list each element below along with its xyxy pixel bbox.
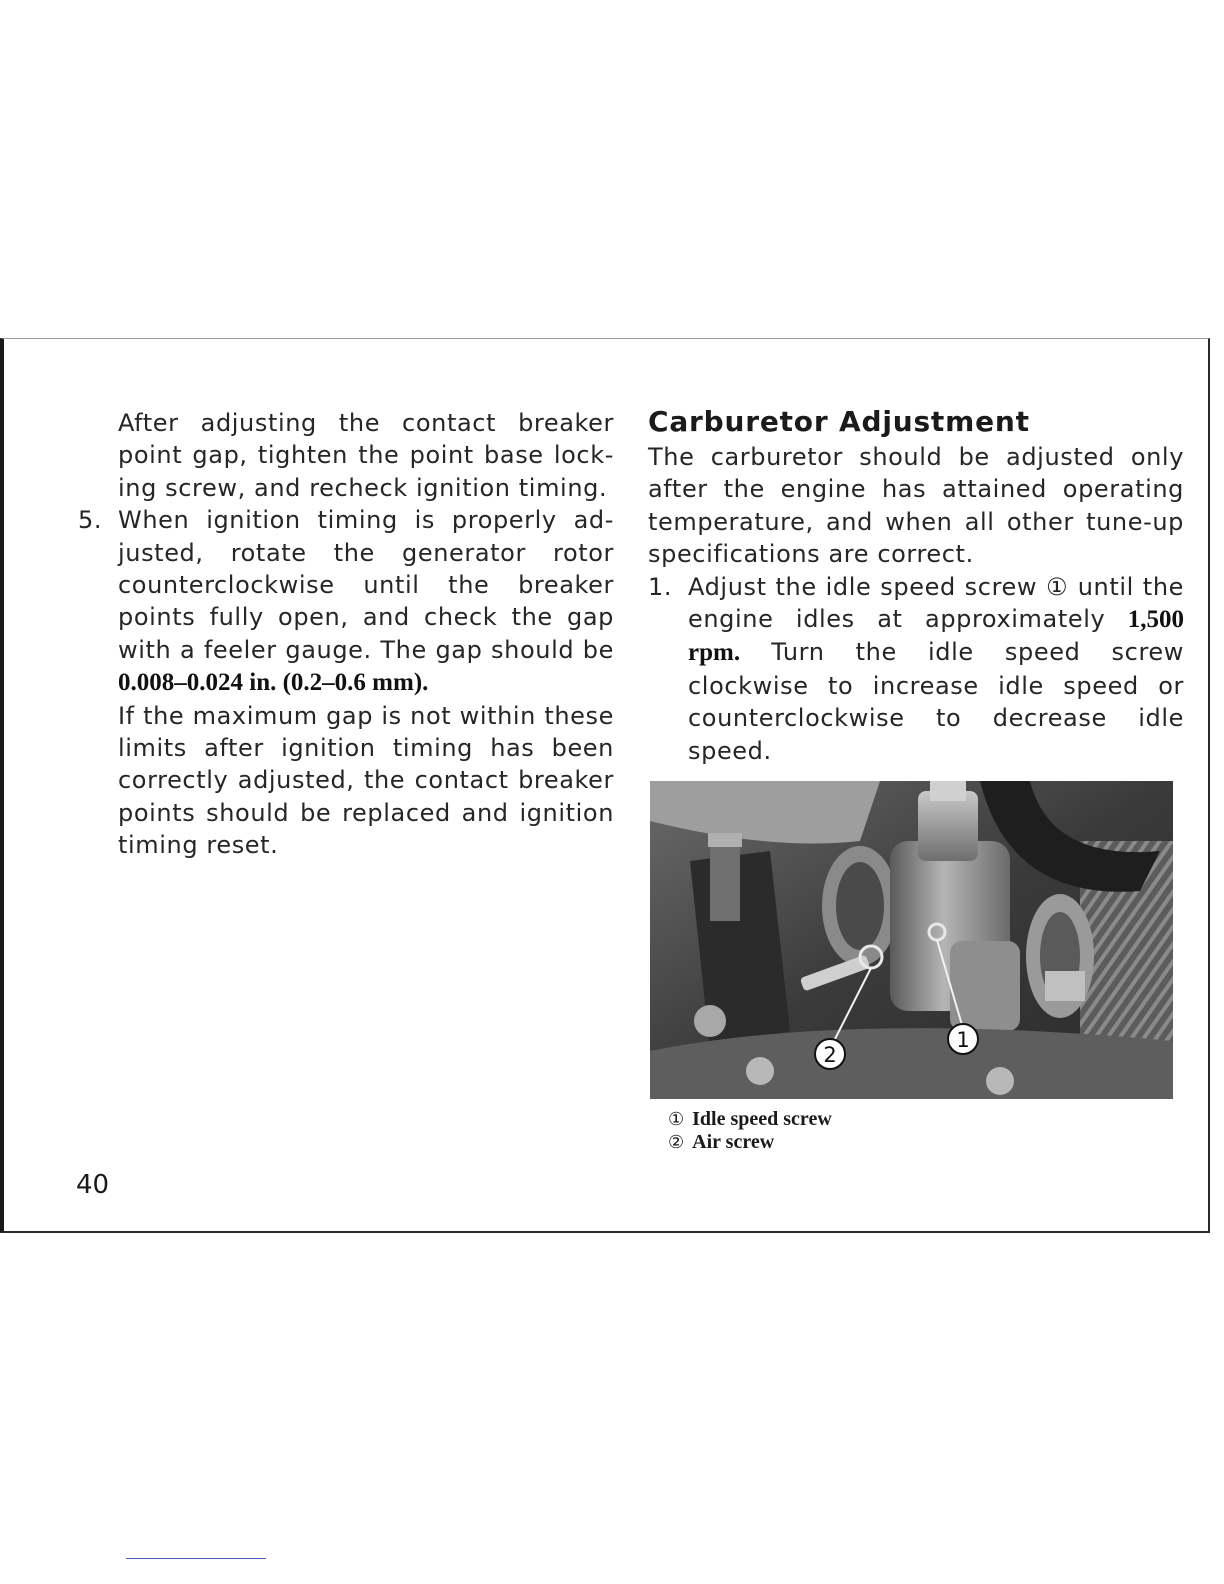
caption-2-label: Air screw: [692, 1131, 775, 1153]
gap-spec: 0.008–0.024 in. (0.2–0.6 mm).: [118, 669, 429, 697]
carburetor-photo: [650, 781, 1173, 1099]
step-1-text: [688, 571, 1184, 767]
left-column: [78, 407, 614, 862]
carburetor-illustration: [650, 781, 1173, 1099]
idle-rpm: 1,500 rpm.: [688, 606, 1184, 667]
callout-1-label: 1: [956, 1028, 970, 1052]
step-1-body-cont: Turn the idle speed screw clockwise to increase idle speed or counterclockwise to decrease idle speed.: [688, 638, 1184, 765]
step-5: [78, 504, 614, 861]
step-1-number: 1.: [648, 572, 673, 601]
callout-2-label: 2: [823, 1043, 837, 1067]
step-5-note: If the maximum gap is not within these limits after ignition timing has been correctly adjusted, the contact breaker points should be replaced and ignition timing reset.: [118, 701, 614, 860]
caption-idle-speed-screw: [668, 1108, 832, 1131]
section-heading: Carburetor Adjustment: [648, 405, 1030, 438]
bottom-rule: [126, 1558, 266, 1559]
step-1: [648, 571, 1184, 767]
page-number: 40: [76, 1170, 110, 1200]
caption-air-screw: [668, 1131, 832, 1154]
right-column: [648, 405, 1184, 767]
step-5-body: When ignition timing is properly ad-justed, rotate the generator rotor counterclockwise until the breaker points fully open, and check the gap with a feeler gauge. The gap should be: [118, 506, 614, 664]
step-1-body: Adjust the idle speed screw ① until the engine idles at approximately: [688, 572, 1184, 634]
step-5-text: [118, 504, 614, 699]
caption-1-number: ①: [668, 1109, 685, 1130]
caption-2-number: ②: [668, 1132, 685, 1153]
carburetor-intro: The carburetor should be adjusted only after the engine has attained operating temperature, and when all other tune-up specifications are correct.: [648, 443, 1184, 569]
timing-recheck-paragraph: After adjusting the contact breaker point gap, tighten the point base lock-ing screw, and recheck ignition timing.: [118, 409, 614, 502]
caption-1-label: Idle speed screw: [692, 1108, 832, 1130]
step-5-number: 5.: [78, 506, 103, 535]
figure-caption: [668, 1108, 832, 1154]
